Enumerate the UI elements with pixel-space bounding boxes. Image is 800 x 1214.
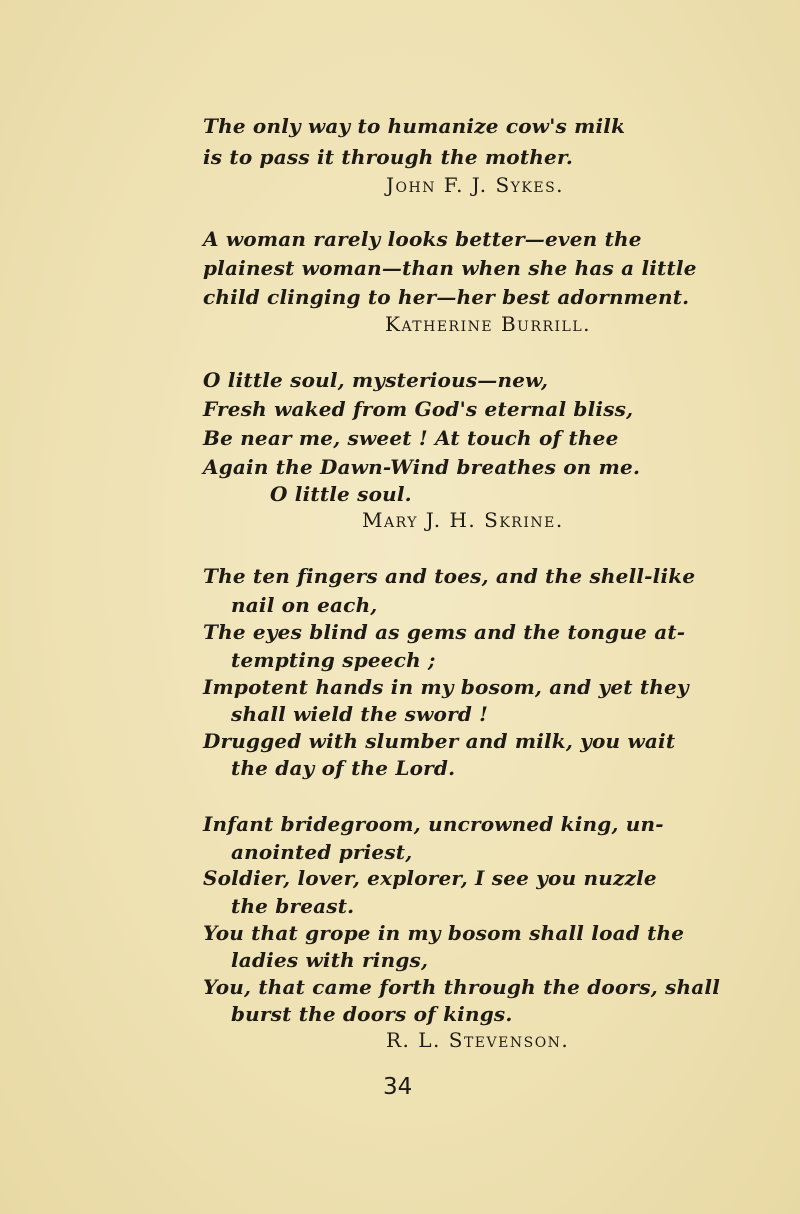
quote-4-line-3: The eyes blind as gems and the tongue at- <box>203 620 686 644</box>
quote-2-line-2: plainest woman—than when she has a little <box>203 256 697 280</box>
quote-3-author: Mary J. H. Skrine. <box>362 508 564 532</box>
quote-2-line-1: A woman rarely looks better—even the <box>203 227 642 251</box>
quote-5-line-5: You that grope in my bosom shall load the <box>203 921 685 945</box>
quote-1-line-2: is to pass it through the mother. <box>203 145 574 169</box>
quote-3-line-5: O little soul. <box>270 482 412 506</box>
quote-4-line-6: shall wield the sword ! <box>231 702 489 726</box>
quote-5-line-4: the breast. <box>231 894 355 918</box>
quote-4-line-4: tempting speech ; <box>231 648 436 672</box>
quote-5-line-8: burst the doors of kings. <box>231 1002 513 1026</box>
quote-3-line-2: Fresh waked from God's eternal bliss, <box>203 397 634 421</box>
quote-5-line-2: anointed priest, <box>231 840 413 864</box>
quote-4-line-2: nail on each, <box>231 593 378 617</box>
quote-5-author: R. L. Stevenson. <box>386 1028 570 1052</box>
quote-3-line-1: O little soul, mysterious—new, <box>203 368 549 392</box>
quote-4-line-8: the day of the Lord. <box>231 756 456 780</box>
quote-2-author: Katherine Burrill. <box>385 312 592 336</box>
quote-4-line-7: Drugged with slumber and milk, you wait <box>203 729 676 753</box>
quote-4-line-5: Impotent hands in my bosom, and yet they <box>203 675 689 699</box>
quote-1-author: John F. J. Sykes. <box>386 173 565 197</box>
quote-5-line-3: Soldier, lover, explorer, I see you nuzzle <box>203 866 657 890</box>
page-number: 34 <box>383 1074 413 1100</box>
quote-1-line-1: The only way to humanize cow's milk <box>203 114 626 138</box>
quote-3-line-4: Again the Dawn-Wind breathes on me. <box>203 455 641 479</box>
quote-4-line-1: The ten fingers and toes, and the shell-like <box>203 564 696 588</box>
quote-5-line-6: ladies with rings, <box>231 948 429 972</box>
quote-5-line-7: You, that came forth through the doors, shall <box>203 975 720 999</box>
quote-2-line-3: child clinging to her—her best adornment. <box>203 285 690 309</box>
quote-3-line-3: Be near me, sweet ! At touch of thee <box>203 426 619 450</box>
quote-5-line-1: Infant bridegroom, uncrowned king, un- <box>203 812 664 836</box>
